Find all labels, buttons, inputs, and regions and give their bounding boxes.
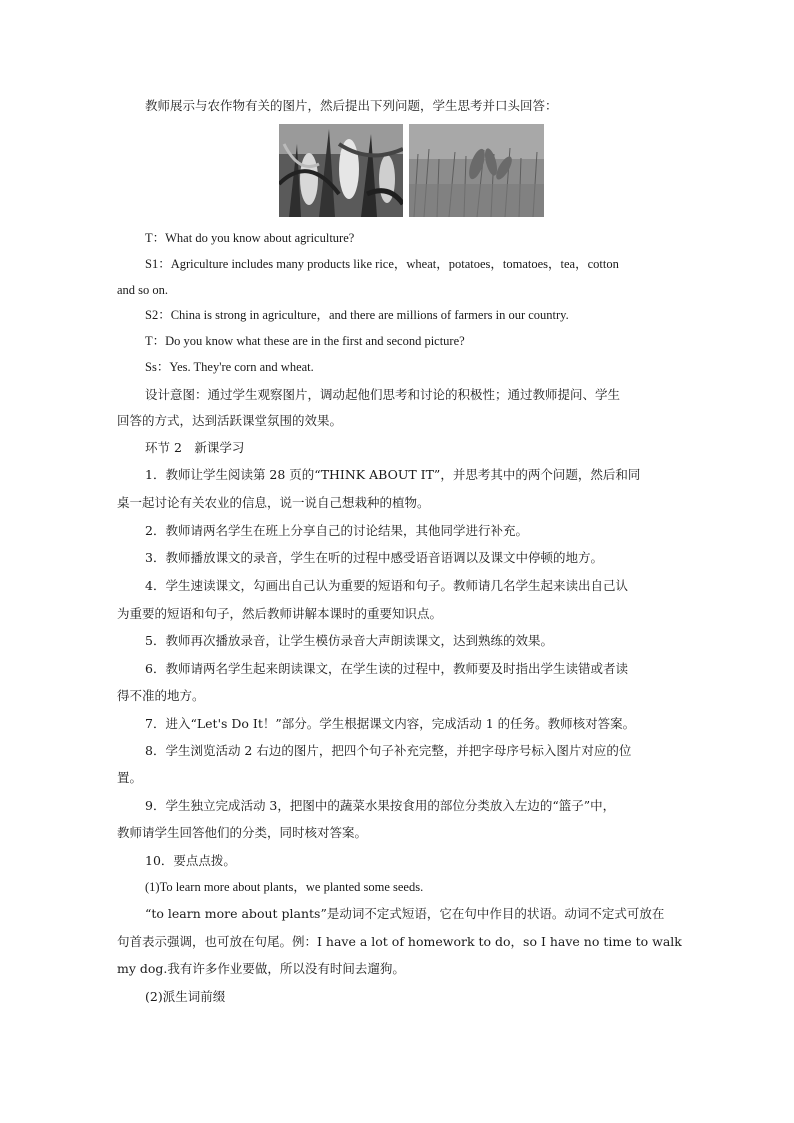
step-7: 7．进入“Let's Do It！”部分。学生根据课文内容，完成活动 1 的任务。教师核对答案。: [145, 716, 636, 731]
section-heading: 环节 2 新课学习: [145, 440, 245, 455]
explanation-1-end: my dog.我有许多作业要做，所以没有时间去遛狗。: [117, 961, 405, 976]
dialogue-s2: S2：China is strong in agriculture，and there are millions of farmers in our country.: [145, 308, 569, 322]
design-intent: 设计意图：通过学生观察图片，调动起他们思考和讨论的积极性；通过教师提问、学生: [145, 387, 621, 402]
step-4-cont: 为重要的短语和句子，然后教师讲解本课时的重要知识点。: [117, 606, 443, 621]
step-3: 3．教师播放课文的录音，学生在听的过程中感受语音语调以及课文中停顿的地方。: [145, 550, 603, 565]
dialogue-s1: S1：Agriculture includes many products like rice，wheat，potatoes，tomatoes，tea，cotton: [145, 257, 619, 271]
step-6: 6．教师请两名学生起来朗读课文，在学生读的过程中，教师要及时指出学生读错或者读: [145, 661, 628, 676]
point-2: (2)派生词前缀: [145, 989, 226, 1004]
dialogue-t2: T：Do you know what these are in the first and second picture?: [145, 334, 465, 348]
step-1-cont: 桌一起讨论有关农业的信息，说一说自己想栽种的植物。: [117, 495, 430, 510]
step-1: 1．教师让学生阅读第 28 页的“THINK ABOUT IT”，并思考其中的两个问题，然后和同: [145, 467, 641, 482]
dialogue-t1: T：What do you know about agriculture?: [145, 231, 355, 245]
step-5: 5．教师再次播放录音，让学生模仿录音大声朗读课文，达到熟练的效果。: [145, 633, 553, 648]
explanation-1: “to learn more about plants”是动词不定式短语，它在句中作目的状语。动词不定式可放在: [145, 906, 665, 921]
design-intent-cont: 回答的方式，达到活跃课堂氛围的效果。: [117, 413, 343, 428]
step-9: 9．学生独立完成活动 3，把图中的蔬菜水果按食用的部位分类放入左边的“篮子”中，: [145, 798, 616, 813]
wheat-photo: [409, 124, 544, 217]
intro-text: 教师展示与农作物有关的图片，然后提出下列问题，学生思考并口头回答：: [145, 98, 558, 113]
wheat-illustration: [409, 124, 544, 217]
point-1: (1)To learn more about plants，we planted some seeds.: [145, 880, 424, 894]
step-2: 2．教师请两名学生在班上分享自己的讨论结果，其他同学进行补充。: [145, 523, 528, 538]
dialogue-s1-cont: and so on.: [117, 283, 169, 297]
step-8: 8．学生浏览活动 2 右边的图片，把四个句子补充完整，并把字母序号标入图片对应的位: [145, 743, 632, 758]
corn-illustration: [279, 124, 403, 217]
corn-photo: [279, 124, 403, 217]
step-8-cont: 置。: [117, 770, 143, 785]
explanation-1-cont: 句首表示强调，也可放在句尾。例：I have a lot of homework to do，so I have no time to walk: [117, 934, 682, 949]
step-10: 10．要点点拨。: [145, 853, 236, 868]
step-9-cont: 教师请学生回答他们的分类，同时核对答案。: [117, 825, 368, 840]
step-4: 4．学生速读课文，勾画出自己认为重要的短语和句子。教师请几名学生起来读出自己认: [145, 578, 628, 593]
step-6-cont: 得不准的地方。: [117, 688, 205, 703]
dialogue-ss: Ss：Yes. They're corn and wheat.: [145, 360, 314, 374]
